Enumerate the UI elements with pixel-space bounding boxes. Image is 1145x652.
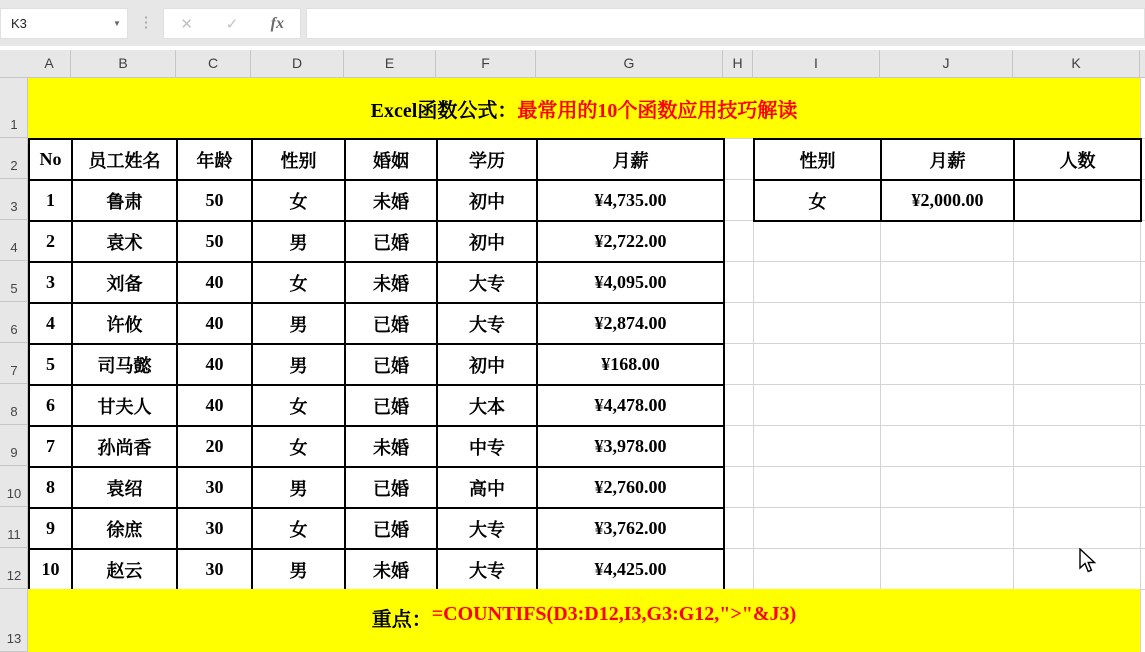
row-header-3[interactable]: 3	[0, 179, 28, 220]
row-header-7[interactable]: 7	[0, 343, 28, 384]
employee-table-cell[interactable]: 大专	[437, 508, 537, 549]
employee-table-cell[interactable]: 中专	[437, 426, 537, 467]
criteria-table-header-cell[interactable]: 月薪	[881, 139, 1014, 180]
cancel-icon[interactable]: ✕	[180, 15, 193, 33]
employee-table-cell[interactable]: 刘备	[72, 262, 177, 303]
employee-table-cell[interactable]: 50	[177, 221, 252, 262]
employee-table-cell[interactable]: ¥3,762.00	[537, 508, 724, 549]
footer-banner	[28, 589, 1140, 652]
formula-buttons-panel	[163, 8, 301, 39]
employee-table-cell[interactable]: 袁术	[72, 221, 177, 262]
row-header-6[interactable]: 6	[0, 302, 28, 343]
name-box-dropdown-icon[interactable]: ▼	[113, 19, 121, 28]
employee-table-cell[interactable]: 男	[252, 549, 345, 590]
employee-table-cell[interactable]: 孙尚香	[72, 426, 177, 467]
row-headers	[0, 78, 28, 652]
employee-table-cell[interactable]: 已婚	[345, 221, 437, 262]
employee-table-cell[interactable]: ¥4,735.00	[537, 180, 724, 221]
employee-table-row	[29, 426, 724, 467]
employee-table-cell[interactable]: 30	[177, 508, 252, 549]
employee-table-cell[interactable]: ¥3,978.00	[537, 426, 724, 467]
employee-table-cell[interactable]: 徐庶	[72, 508, 177, 549]
criteria-table	[753, 138, 1142, 222]
employee-table-cell[interactable]: 大专	[437, 262, 537, 303]
employee-table-header-cell[interactable]: 月薪	[537, 139, 724, 180]
employee-table-header-cell[interactable]: 员工姓名	[72, 139, 177, 180]
title-prefix: Excel函数公式：	[370, 99, 518, 122]
employee-table-cell[interactable]: 未婚	[345, 262, 437, 303]
employee-table-cell[interactable]: 已婚	[345, 467, 437, 508]
employee-table-cell[interactable]: 女	[252, 426, 345, 467]
employee-table-cell[interactable]: 袁绍	[72, 467, 177, 508]
employee-table-cell[interactable]: 赵云	[72, 549, 177, 590]
employee-table-cell[interactable]: 大专	[437, 303, 537, 344]
criteria-table-cell[interactable]	[1014, 180, 1141, 221]
employee-table-cell[interactable]: 7	[29, 426, 72, 467]
row-header-8[interactable]: 8	[0, 384, 28, 425]
criteria-table-cell[interactable]: 女	[754, 180, 881, 221]
employee-table-cell[interactable]: 40	[177, 303, 252, 344]
column-header-E[interactable]: E	[344, 50, 436, 78]
employee-table-cell[interactable]: 20	[177, 426, 252, 467]
row-header-2[interactable]: 2	[0, 138, 28, 179]
employee-table-cell[interactable]: ¥168.00	[537, 344, 724, 385]
column-header-B[interactable]: B	[71, 50, 176, 78]
footer-formula: =COUNTIFS(D3:D12,I3,G3:G12,">"&J3)	[431, 603, 797, 625]
column-header-H[interactable]: H	[723, 50, 753, 78]
employee-table-cell[interactable]: 9	[29, 508, 72, 549]
title-highlight: 最常用的10个函数应用技巧解读	[517, 99, 798, 122]
column-headers	[0, 50, 1145, 78]
employee-table-cell[interactable]: 女	[252, 180, 345, 221]
footer-prefix: 重点：	[371, 609, 432, 631]
employee-table-cell[interactable]: 男	[252, 221, 345, 262]
employee-table-cell[interactable]: 男	[252, 467, 345, 508]
employee-table-cell[interactable]: ¥4,425.00	[537, 549, 724, 590]
employee-table-cell[interactable]: 高中	[437, 467, 537, 508]
toolbar	[0, 0, 1145, 46]
employee-table-row	[29, 303, 724, 344]
row-header-12[interactable]: 12	[0, 548, 28, 589]
employee-table-row	[29, 549, 724, 590]
employee-table-cell[interactable]: 已婚	[345, 508, 437, 549]
employee-table-header-cell[interactable]: 性别	[252, 139, 345, 180]
employee-table-cell[interactable]: 2	[29, 221, 72, 262]
employee-table-row	[29, 262, 724, 303]
employee-table-cell[interactable]: ¥2,722.00	[537, 221, 724, 262]
employee-table-cell[interactable]: 1	[29, 180, 72, 221]
row-header-9[interactable]: 9	[0, 425, 28, 466]
employee-table-header-row	[29, 139, 724, 180]
employee-table-cell[interactable]: 鲁肃	[72, 180, 177, 221]
criteria-table-header-row	[754, 139, 1141, 180]
column-header-G[interactable]: G	[536, 50, 723, 78]
employee-table-cell[interactable]: 未婚	[345, 426, 437, 467]
employee-table-row	[29, 508, 724, 549]
enter-icon[interactable]: ✓	[225, 15, 239, 33]
employee-table-cell[interactable]: 未婚	[345, 549, 437, 590]
employee-table-cell[interactable]: 甘夫人	[72, 385, 177, 426]
employee-table	[28, 138, 725, 591]
employee-table-cell[interactable]: 已婚	[345, 344, 437, 385]
row-header-11[interactable]: 11	[0, 507, 28, 548]
employee-table-cell[interactable]: 4	[29, 303, 72, 344]
employee-table-header-cell[interactable]: 学历	[437, 139, 537, 180]
row-header-4[interactable]: 4	[0, 220, 28, 261]
employee-table-cell[interactable]: ¥4,095.00	[537, 262, 724, 303]
name-box[interactable]: K3	[0, 8, 128, 39]
employee-table-cell[interactable]: 30	[177, 549, 252, 590]
employee-table-cell[interactable]: 大专	[437, 549, 537, 590]
employee-table-cell[interactable]: 40	[177, 344, 252, 385]
employee-table-header-cell[interactable]: 年龄	[177, 139, 252, 180]
employee-table-cell[interactable]: 40	[177, 385, 252, 426]
employee-table-cell[interactable]: 30	[177, 467, 252, 508]
employee-table-cell[interactable]: 司马懿	[72, 344, 177, 385]
employee-table-row	[29, 344, 724, 385]
formula-bar-input[interactable]	[306, 8, 1145, 39]
column-header-J[interactable]: J	[880, 50, 1013, 78]
employee-table-header-cell[interactable]: No	[29, 139, 72, 180]
employee-table-cell[interactable]: ¥2,760.00	[537, 467, 724, 508]
employee-table-cell[interactable]: 初中	[437, 221, 537, 262]
criteria-table-row	[754, 180, 1141, 221]
employee-table-header-cell[interactable]: 婚姻	[345, 139, 437, 180]
column-header-A[interactable]: A	[28, 50, 71, 78]
employee-table-cell[interactable]: 女	[252, 508, 345, 549]
employee-table-cell[interactable]: 女	[252, 262, 345, 303]
employee-table-cell[interactable]: 大本	[437, 385, 537, 426]
employee-table-cell[interactable]: 女	[252, 385, 345, 426]
criteria-table-header-cell[interactable]: 性别	[754, 139, 881, 180]
column-header-F[interactable]: F	[436, 50, 536, 78]
row-header-5[interactable]: 5	[0, 261, 28, 302]
employee-table-cell[interactable]: 3	[29, 262, 72, 303]
employee-table-cell[interactable]: 5	[29, 344, 72, 385]
fx-icon[interactable]: fx	[270, 14, 284, 32]
grip-dots-icon: ⋮	[138, 14, 152, 31]
column-header-D[interactable]: D	[251, 50, 344, 78]
employee-table-cell[interactable]: 50	[177, 180, 252, 221]
employee-table-cell[interactable]: 许攸	[72, 303, 177, 344]
employee-table-cell[interactable]: ¥4,478.00	[537, 385, 724, 426]
column-header-C[interactable]: C	[176, 50, 251, 78]
employee-table-cell[interactable]: 未婚	[345, 180, 437, 221]
row-header-13[interactable]: 13	[0, 589, 28, 652]
employee-table-row	[29, 385, 724, 426]
employee-table-cell[interactable]: 初中	[437, 180, 537, 221]
column-header-K[interactable]: K	[1013, 50, 1140, 78]
employee-table-cell[interactable]: ¥2,874.00	[537, 303, 724, 344]
employee-table-cell[interactable]: 已婚	[345, 385, 437, 426]
employee-table-cell[interactable]: 8	[29, 467, 72, 508]
employee-table-row	[29, 221, 724, 262]
row-header-10[interactable]: 10	[0, 466, 28, 507]
employee-table-cell[interactable]: 男	[252, 303, 345, 344]
title-banner	[28, 78, 1140, 138]
row-header-1[interactable]: 1	[0, 78, 28, 138]
employee-table-cell[interactable]: 初中	[437, 344, 537, 385]
employee-table-row	[29, 467, 724, 508]
employee-table-cell[interactable]: 6	[29, 385, 72, 426]
employee-table-cell[interactable]: 40	[177, 262, 252, 303]
criteria-table-header-cell[interactable]: 人数	[1014, 139, 1141, 180]
criteria-table-cell[interactable]: ¥2,000.00	[881, 180, 1014, 221]
employee-table-row	[29, 180, 724, 221]
employee-table-cell[interactable]: 男	[252, 344, 345, 385]
column-header-I[interactable]: I	[753, 50, 880, 78]
employee-table-cell[interactable]: 已婚	[345, 303, 437, 344]
employee-table-cell[interactable]: 10	[29, 549, 72, 590]
